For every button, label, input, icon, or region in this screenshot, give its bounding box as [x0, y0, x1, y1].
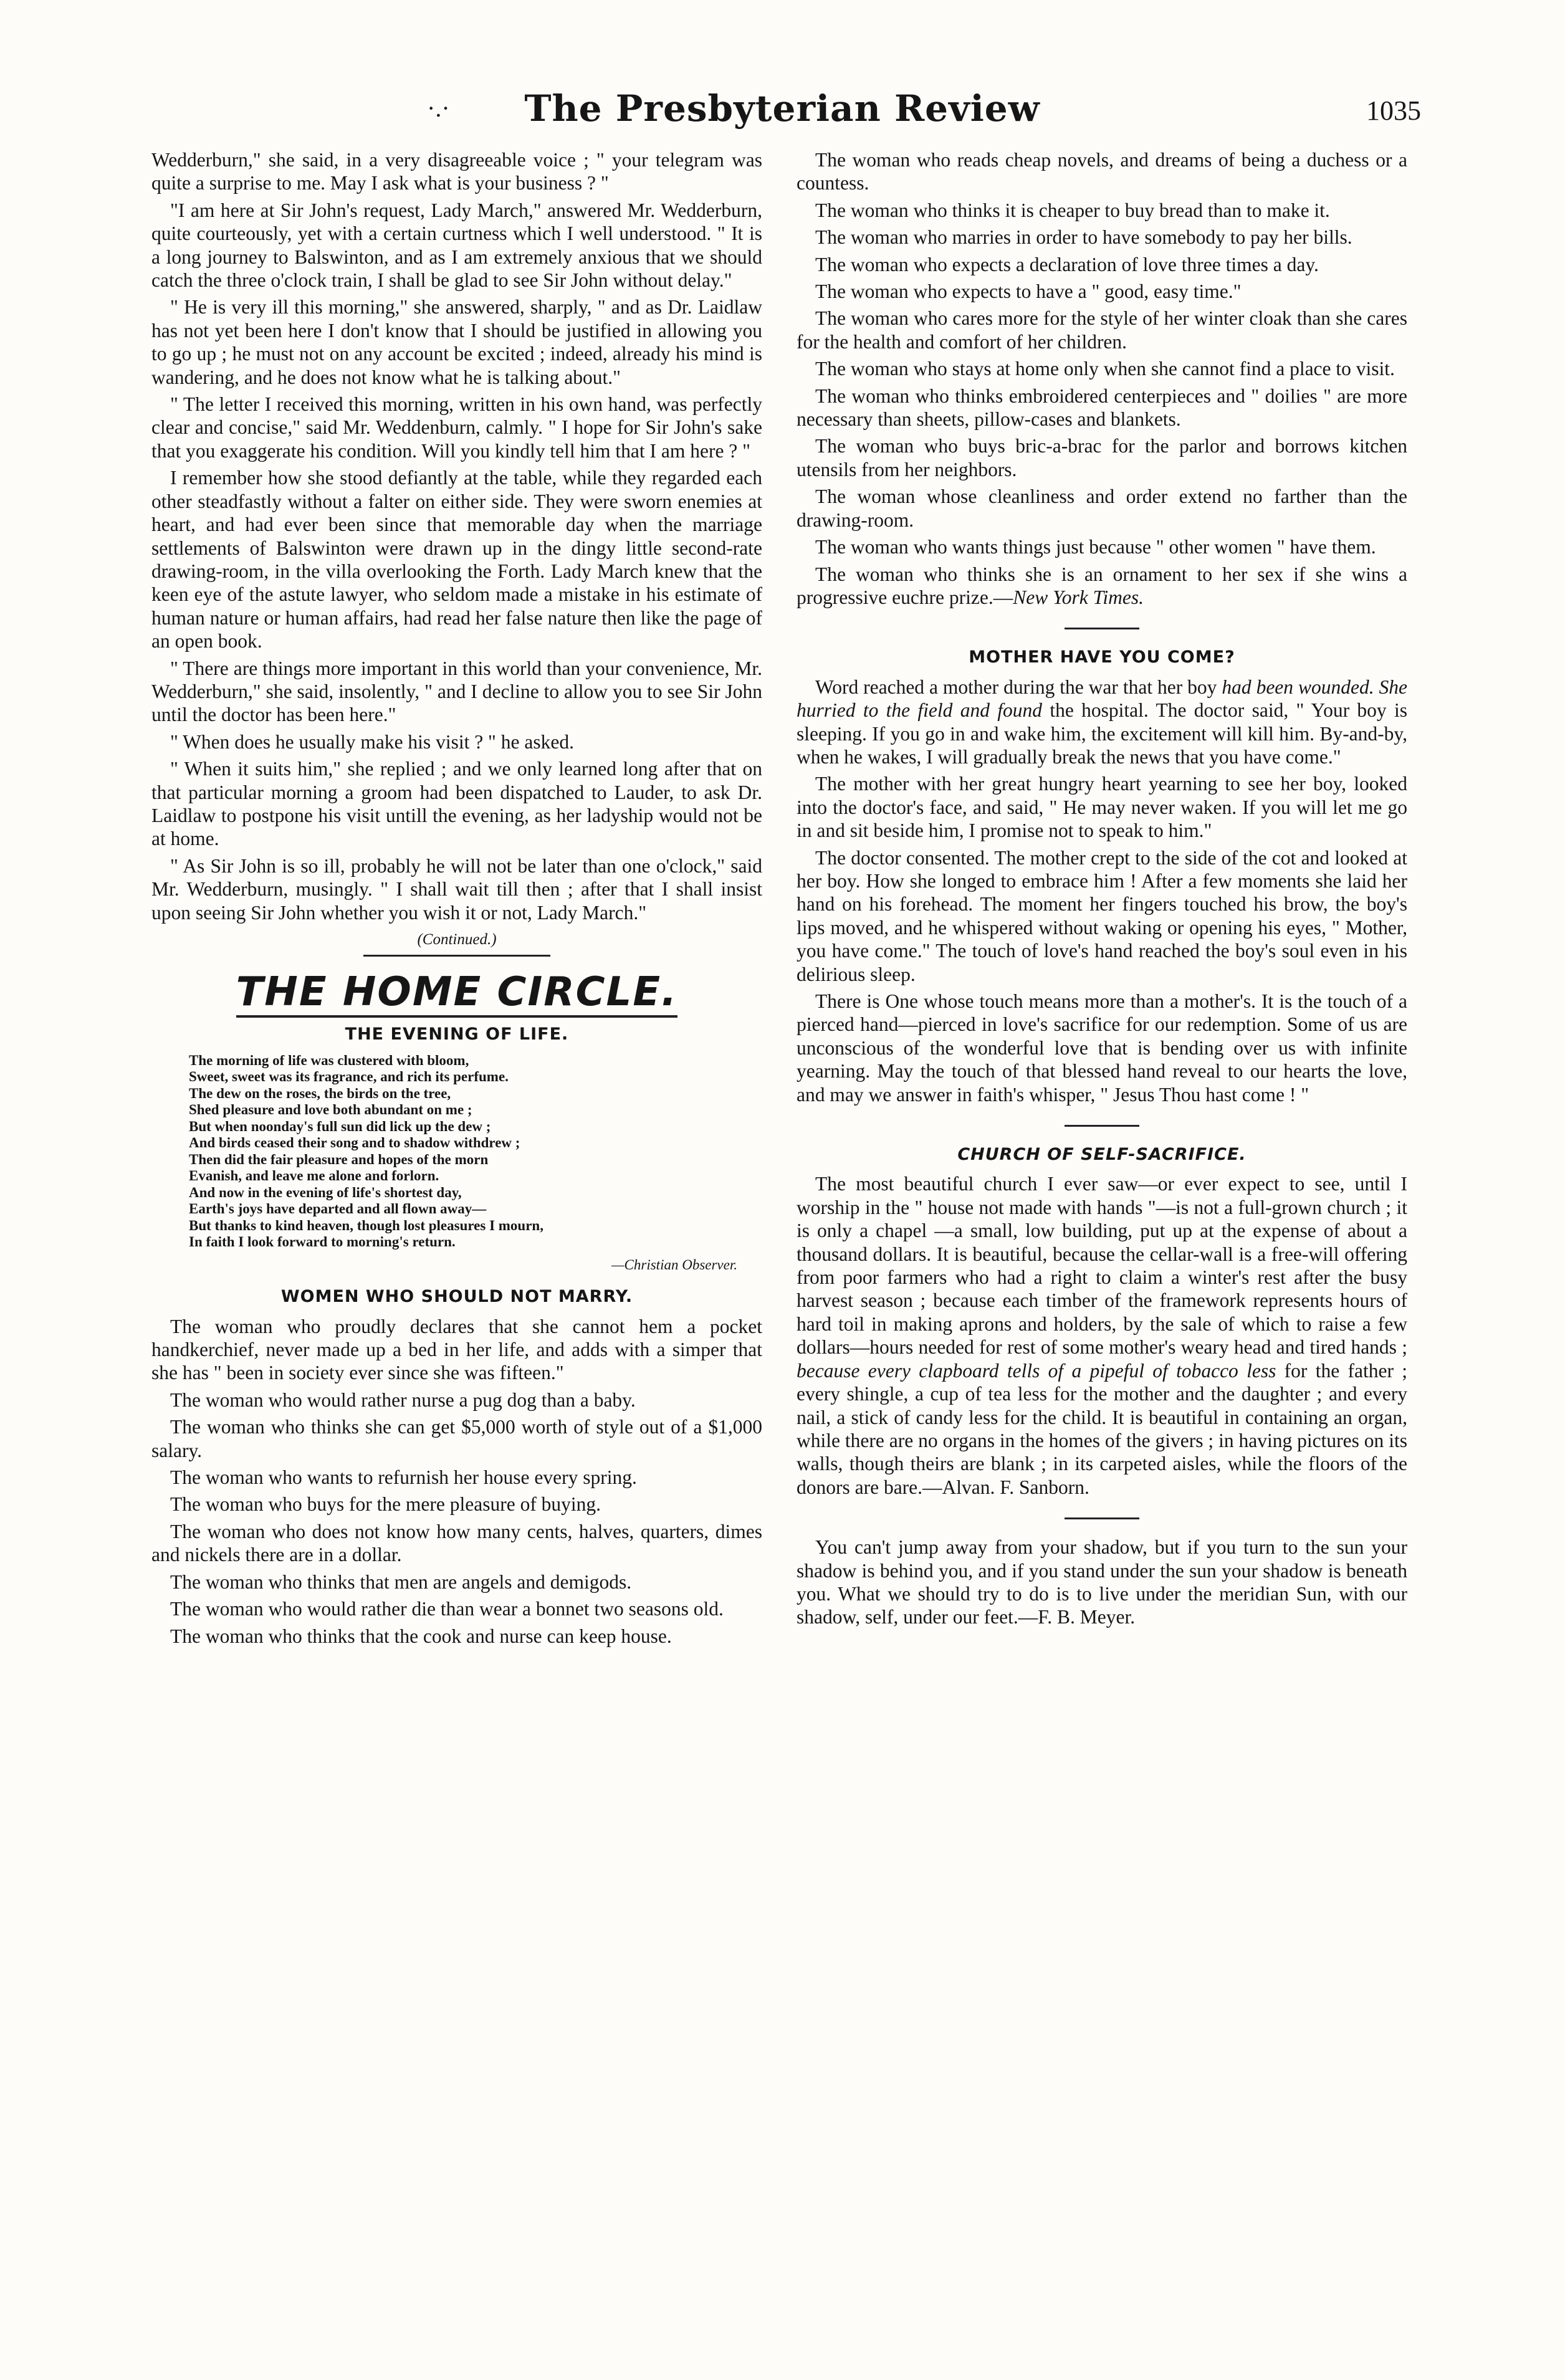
list-item: The woman who buys for the mere pleasure of buying.: [170, 1493, 601, 1516]
list-item: The woman who cares more for the style of her winter cloak than she cares for the health and comfort of her children.: [797, 307, 1407, 353]
story-paragraph: " When it suits him," she replied ; and we only learned long after that on that particular morning a groom had been dispatched to Lauder, to ask Dr. Laidlaw to postpone his visit untill the evening, as her ladyship would not be at home.: [151, 758, 762, 850]
paragraph-italic: because every clapboard tells of a pipeful of tobacco less: [797, 1359, 1276, 1382]
poem-line: Sweet, sweet was its fragrance, and rich its perfume.: [189, 1069, 509, 1085]
journal-title: The Presbyterian Review: [524, 87, 1040, 130]
poem-attribution: —Christian Observer.: [611, 1256, 737, 1273]
article-paragraph: You can't jump away from your shadow, but if you turn to the sun your shadow is behind you, and if you stand under the sun your shadow is beneath you. What we should try to do is to live under the meridian Sun, with our shadow, self, under our feet.—F. B. Meyer.: [797, 1536, 1407, 1628]
poem-line: The dew on the roses, the birds on the tree,: [189, 1085, 451, 1101]
article-paragraph: There is One whose touch means more than a mother's. It is the touch of a pierced hand—pierced in love's sacrifice for our redemption. Some of us are unconscious of the wonderful love that is bending over us with infinite yearning. May the touch of that blessed hand reveal to our hearts the love, and may we answer in faith's whisper, " Jesus Thou hast come ! ": [797, 990, 1407, 1106]
list-item: The woman who thinks she can get $5,000 worth of style out of a $1,000 salary.: [151, 1416, 762, 1461]
paragraph-italic: had been wounded. She hurried to the field and found: [797, 676, 1408, 722]
list-item: The woman who buys bric-a-brac for the parlor and borrows kitchen utensils from her neighbors.: [797, 435, 1407, 480]
poem-line: And now in the evening of life's shortest day,: [189, 1184, 462, 1200]
article-rule: [1065, 1517, 1139, 1519]
article-paragraph: The doctor consented. The mother crept to the side of the cot and looked at her boy. How she longed to embrace him ! After a few moments she laid her hand on his forehead. The moment her fingers touched his brow, the boy's lips moved, and he whispered without waking or opening his eyes, " Mother, you have come." The touch of love's hand reached the boy's soul even in his delirious sleep.: [797, 846, 1407, 985]
section-title: [151, 970, 762, 1014]
list-item: The woman who expects a declaration of love three times a day.: [815, 253, 1319, 275]
paragraph-text: the hospital. The doctor said, " Your boy is sleeping. If you go in and wake him, the excitement will kill him. By-and-by, when he wakes, I will gradually break the news that you have come.": [797, 699, 1407, 768]
source-citation: New York Times.: [1013, 586, 1144, 608]
list-item: The woman who does not know how many cents, halves, quarters, dimes and nickels there are in a dollar.: [151, 1520, 762, 1566]
poem-line: And birds ceased their song and to shadow withdrew ;: [189, 1135, 520, 1151]
article-heading: MOTHER HAVE YOU COME?: [969, 648, 1235, 667]
poem-line: Then did the fair pleasure and hopes of the morn: [189, 1151, 489, 1167]
paragraph-text: The most beautiful church I ever saw—or ever expect to see, until I worship in the " house not made with hands "—is not a full-grown church ; it is only a chapel —a small, low building, put up at the expense of about a thousand dollars. It is beautiful, because the cellar-wall is a free-will offering from poor farmers who had a right to claim a winter's rest after the busy harvest season ; because each timber of the framework represents hours of hard toil in making aprons and holders, by the sale of which to raise a few dollars—hours needed for rest of some mother's weary head and tired hands ;: [797, 1173, 1407, 1359]
page-header: [143, 87, 1421, 150]
list-item: The woman who wants things just because " other women " have them.: [815, 536, 1376, 558]
section-rule: [363, 955, 550, 957]
list-item: The woman who marries in order to have somebody to pay her bills.: [815, 226, 1352, 249]
list-item: The woman who thinks that men are angels and demigods.: [170, 1570, 632, 1593]
page-number: 1035: [1366, 95, 1421, 126]
story-paragraph: " He is very ill this morning," she answered, sharply, " and as Dr. Laidlaw has not yet been here I don't know that I should be justified in allowing you to go up ; he must not on any account be excited ; indeed, already his mind is wandering, and he does not know what he is talking about.": [151, 296, 762, 388]
poem-line: Earth's joys have departed and all flown away—: [189, 1201, 487, 1217]
list-item: [797, 563, 1407, 609]
list-item: The woman who proudly declares that she cannot hem a pocket handkerchief, never made up a bed in her life, and adds with a simper that she has " been in society ever since she was fifteen.": [151, 1315, 762, 1384]
list-item: The woman who thinks that the cook and nurse can keep house.: [170, 1625, 672, 1647]
article-rule: [1065, 628, 1139, 629]
story-paragraph: " There are things more important in this world than your convenience, Mr. Wedderburn," she said, insolently, " and I decline to allow you to see Sir John until the doctor has been here.": [151, 657, 762, 726]
list-item: The woman who expects to have a " good, easy time.": [815, 280, 1242, 303]
list-item: The woman who reads cheap novels, and dreams of being a duchess or a countess.: [797, 149, 1407, 194]
story-paragraph: " As Sir John is so ill, probably he will not be later than one o'clock," said Mr. Wedderburn, musingly. " I shall wait till then ; after that I shall insist upon seeing Sir John whether you wish it or not, Lady March.": [151, 854, 762, 924]
story-paragraph: Wedderburn," she said, in a very disagreeable voice ; " your telegram was quite a surprise to me. May I ask what is your business ? ": [151, 149, 762, 194]
list-item: The woman who thinks embroidered centerpieces and " doilies " are more necessary than sheets, pillow-cases and blankets.: [797, 385, 1407, 431]
poem: [189, 1053, 762, 1251]
paragraph-text: for the father ; every shingle, a cup of tea less for the mother and the daughter ; and every nail, a stick of candy less for the child. It is beautiful in containing an organ, while there are no organs in the homes of the givers ; in having pictures on its walls, though theirs are blank ; in its carpeted aisles, while the floors of the donors are bare.—Alvan. F. Sanborn.: [797, 1359, 1407, 1498]
list-item: The woman who would rather nurse a pug dog than a baby.: [170, 1388, 636, 1411]
list-item-text: The woman who thinks she is an ornament to her sex if she wins a progressive euchre prize.—: [797, 563, 1407, 608]
article-paragraph: [797, 676, 1407, 769]
section-title-text: THE HOME CIRCLE.: [236, 969, 678, 1018]
list-item: The woman who wants to refurnish her house every spring.: [170, 1466, 637, 1489]
poem-line: In faith I look forward to morning's return.: [189, 1234, 456, 1250]
list-item: The woman whose cleanliness and order extend no farther than the drawing-room.: [797, 485, 1407, 531]
paragraph-text: Word reached a mother during the war that her boy: [815, 676, 1222, 698]
continued-note: (Continued.): [417, 931, 497, 948]
article-paragraph: The mother with her great hungry heart yearning to see her boy, looked into the doctor's face, and said, " He may never waken. If you will let me go in and sit beside him, I promise not to speak to him.": [797, 773, 1407, 842]
left-column: [151, 148, 762, 1651]
poem-line: Shed pleasure and love both abundant on me ;: [189, 1102, 472, 1118]
header-ornament: ·.·: [427, 94, 450, 122]
poem-line: Evanish, and leave me alone and forlorn.: [189, 1168, 439, 1184]
poem-title: THE EVENING OF LIFE.: [345, 1025, 569, 1044]
right-column: [797, 148, 1407, 1633]
article-paragraph: [797, 1172, 1407, 1499]
list-item: The woman who stays at home only when she cannot find a place to visit.: [815, 358, 1395, 380]
story-paragraph: " When does he usually make his visit ? " he asked.: [170, 730, 574, 753]
list-item: The woman who thinks it is cheaper to buy bread than to make it.: [815, 199, 1330, 221]
article-rule: [1065, 1125, 1139, 1127]
poem-line: But thanks to kind heaven, though lost pleasures I mourn,: [189, 1217, 543, 1233]
article-heading: WOMEN WHO SHOULD NOT MARRY.: [280, 1287, 633, 1307]
story-paragraph: I remember how she stood defiantly at the table, while they regarded each other steadfastly without a falter on either side. They were sworn enemies at heart, and had ever been since that memorable day when the marriage settlements of Balswinton were drawn up in the dingy little second-rate drawing-room, in the villa overlooking the Forth. Lady March knew that the keen eye of the astute lawyer, who seldom made a mistake in his estimate of human nature or human affairs, had read her false nature then like the page of an open book.: [151, 467, 762, 652]
story-paragraph: " The letter I received this morning, written in his own hand, was perfectly clear and concise," said Mr. Weddenburn, calmly. " I hope for Sir John's sake that you exaggerate his condition. Will you kindly tell him that I am here ? ": [151, 393, 762, 462]
poem-line: But when noonday's full sun did lick up the dew ;: [189, 1118, 491, 1134]
story-paragraph: "I am here at Sir John's request, Lady March," answered Mr. Wedderburn, quite courteously, yet with a certain curtness which I well understood. " It is a long journey to Balswinton, and as I am extremely anxious that we should catch the three o'clock train, I shall be glad to see Sir John without delay.": [151, 199, 762, 292]
list-item: The woman who would rather die than wear a bonnet two seasons old.: [170, 1598, 724, 1620]
poem-line: The morning of life was clustered with bloom,: [189, 1052, 469, 1068]
article-heading: CHURCH OF SELF-SACRIFICE.: [957, 1145, 1247, 1165]
